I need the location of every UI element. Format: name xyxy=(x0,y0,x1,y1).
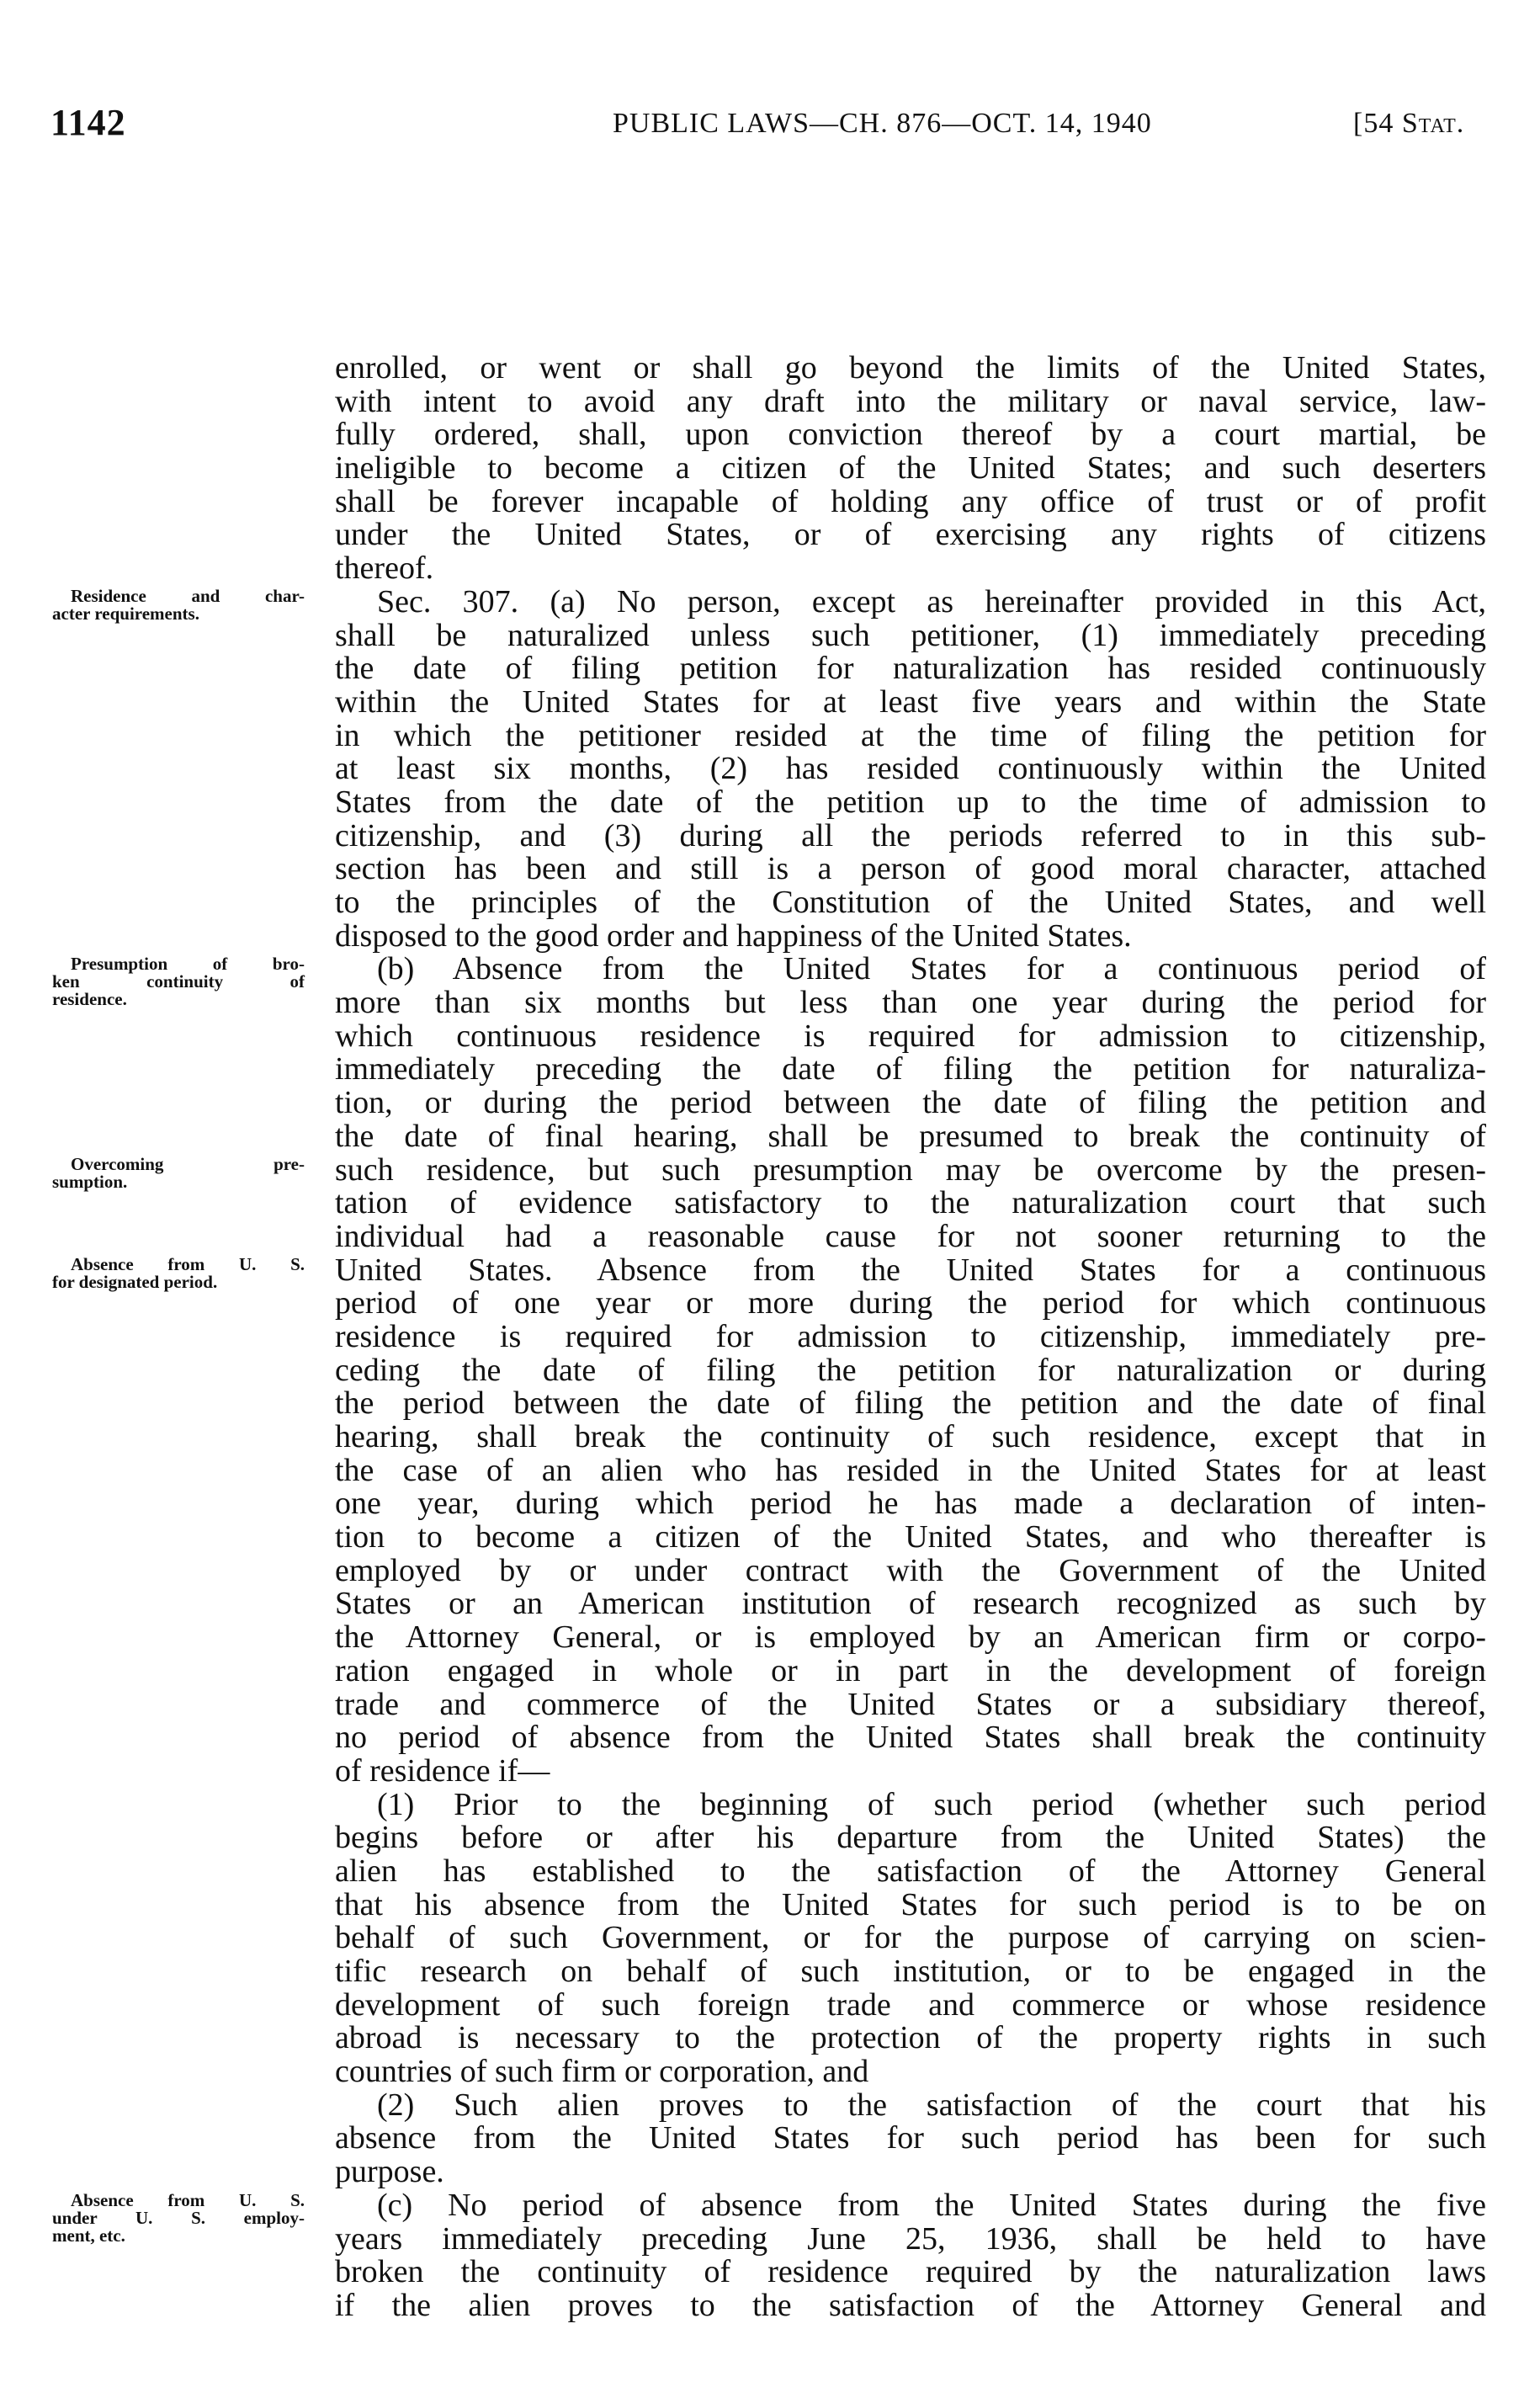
text-line: absence from the United States for such period has been for such xyxy=(335,2122,1486,2156)
text-line: of residence if— xyxy=(335,1754,550,1789)
margin-note-line: ment, etc. xyxy=(52,2225,125,2246)
text-line: citizenship, and (3) during all the periods referred to in this sub- xyxy=(335,819,1486,853)
text-line: one year, during which period he has made a declaration of inten- xyxy=(335,1487,1486,1522)
text-line: tion, or during the period between the date of filing the petition and xyxy=(335,1087,1486,1120)
text-line: the Attorney General, or is employed by an American firm or corpo- xyxy=(335,1621,1486,1655)
margin-note-line: acter requirements. xyxy=(52,603,199,624)
margin-note-line: Overcoming pre- xyxy=(71,1153,305,1174)
text-line: (c) No period of absence from the United States during the five xyxy=(377,2188,1486,2223)
text-line: development of such foreign trade and commerce or whose residence xyxy=(335,1988,1486,2023)
text-line: shall be naturalized unless such petitioner, (1) immediately preceding xyxy=(335,619,1486,653)
text-line: tion to become a citizen of the United States, and who thereafter is xyxy=(335,1521,1486,1555)
text-line: hearing, shall break the continuity of such residence, except that in xyxy=(335,1421,1486,1454)
text-line: enrolled, or went or shall go beyond the limits of the United States, xyxy=(335,352,1486,385)
text-line: fully ordered, shall, upon conviction thereof by a court martial, be xyxy=(335,418,1486,453)
margin-note xyxy=(52,1253,305,1292)
text-line: no period of absence from the United States shall break the continuity xyxy=(335,1721,1486,1755)
text-line: the date of filing petition for naturalization has resided continuously xyxy=(335,652,1486,686)
text-line: countries of such firm or corporation, and xyxy=(335,2055,869,2089)
text-line: period of one year or more during the period for which continuous xyxy=(335,1287,1486,1321)
text-line: trade and commerce of the United States or a subsidiary thereof, xyxy=(335,1688,1486,1722)
text-line: purpose. xyxy=(335,2156,444,2189)
margin-note-line: Absence from U. S. xyxy=(71,2189,305,2210)
statute-text xyxy=(335,352,1486,2323)
text-line: Sec. 307. (a) No person, except as hereinafter provided in this Act, xyxy=(377,585,1486,619)
margin-note-line: residence. xyxy=(52,988,127,1009)
margin-note-line: for designated period. xyxy=(52,1271,218,1292)
text-line: (1) Prior to the beginning of such period (whether such period xyxy=(377,1788,1486,1822)
text-line: the period between the date of filing the petition and the date of final xyxy=(335,1387,1486,1421)
text-line: years immediately preceding June 25, 1936, shall be held to have xyxy=(335,2222,1486,2257)
text-line: the date of final hearing, shall be presumed to break the continuity of xyxy=(335,1119,1486,1154)
text-line: tific research on behalf of such institution, or to be engaged in the xyxy=(335,1955,1486,1989)
text-line: tation of evidence satisfactory to the naturalization court that such xyxy=(335,1187,1486,1220)
text-line: such residence, but such presumption may be overcome by the presen- xyxy=(335,1153,1486,1188)
text-line: ceding the date of filing the petition for naturalization or during xyxy=(335,1353,1486,1388)
volume-reference: [54 Stat. xyxy=(1353,108,1465,139)
running-title: PUBLIC LAWS—CH. 876—OCT. 14, 1940 xyxy=(613,108,1152,139)
text-line: that his absence from the United States for such period is to be on xyxy=(335,1888,1486,1922)
margin-note-line: Presumption of bro- xyxy=(71,953,305,974)
text-line: with intent to avoid any draft into the military or naval service, law- xyxy=(335,385,1486,419)
text-line: shall be forever incapable of holding any office of trust or of profit xyxy=(335,485,1486,519)
text-line: abroad is necessary to the protection of the property rights in such xyxy=(335,2022,1486,2056)
text-line: individual had a reasonable cause for not sooner returning to the xyxy=(335,1220,1486,1254)
text-line: at least six months, (2) has resided continuously within the United xyxy=(335,752,1486,786)
margin-note-line: under U. S. employ- xyxy=(52,2207,305,2228)
margin-note xyxy=(52,585,305,624)
text-line: to the principles of the Constitution of the United States, and well xyxy=(335,886,1486,920)
text-line: if the alien proves to the satisfaction of the Attorney General and xyxy=(335,2289,1486,2323)
text-line: ration engaged in whole or in part in the development of foreign xyxy=(335,1654,1486,1688)
text-line: States from the date of the petition up to the time of admission to xyxy=(335,785,1486,820)
text-line: disposed to the good order and happiness of the United States. xyxy=(335,919,1132,954)
text-line: begins before or after his departure from the United States) the xyxy=(335,1821,1486,1855)
text-line: immediately preceding the date of filing the petition for naturaliza- xyxy=(335,1053,1486,1087)
margin-note xyxy=(52,955,305,1008)
margin-note-line: sumption. xyxy=(52,1171,128,1192)
text-line: (2) Such alien proves to the satisfaction of the court that his xyxy=(377,2088,1486,2123)
text-line: the case of an alien who has resided in the United States for at least xyxy=(335,1454,1486,1488)
text-line: ineligible to become a citizen of the United States; and such deserters xyxy=(335,452,1486,486)
text-line: section has been and still is a person of good moral character, attached xyxy=(335,853,1486,886)
text-line: States or an American institution of research recognized as such by xyxy=(335,1587,1486,1622)
text-line: United States. Absence from the United States for a continuous xyxy=(335,1253,1486,1288)
margin-note xyxy=(52,2189,305,2246)
text-line: which continuous residence is required for admission to citizenship, xyxy=(335,1019,1486,1054)
text-line: thereof. xyxy=(335,552,434,586)
text-line: residence is required for admission to citizenship, immediately pre- xyxy=(335,1320,1486,1354)
text-line: (b) Absence from the United States for a continuous period of xyxy=(377,953,1486,987)
margin-note-line: Absence from U. S. xyxy=(71,1253,305,1274)
text-line: within the United States for at least five years and within the State xyxy=(335,685,1486,720)
text-line: in which the petitioner resided at the time of filing the petition for xyxy=(335,719,1486,753)
text-line: under the United States, or of exercising any rights of citizens xyxy=(335,518,1486,553)
text-line: more than six months but less than one year during the period for xyxy=(335,986,1486,1020)
text-line: employed by or under contract with the Government of the United xyxy=(335,1554,1486,1588)
page-number: 1142 xyxy=(50,102,126,143)
text-line: alien has established to the satisfaction of the Attorney General xyxy=(335,1854,1486,1889)
text-line: behalf of such Government, or for the purpose of carrying on scien- xyxy=(335,1922,1486,1955)
margin-note xyxy=(52,1153,305,1192)
text-line: broken the continuity of residence required by the naturalization laws xyxy=(335,2256,1486,2289)
margin-note-line: Residence and char- xyxy=(71,585,305,606)
margin-note-line: ken continuity of xyxy=(52,970,305,992)
